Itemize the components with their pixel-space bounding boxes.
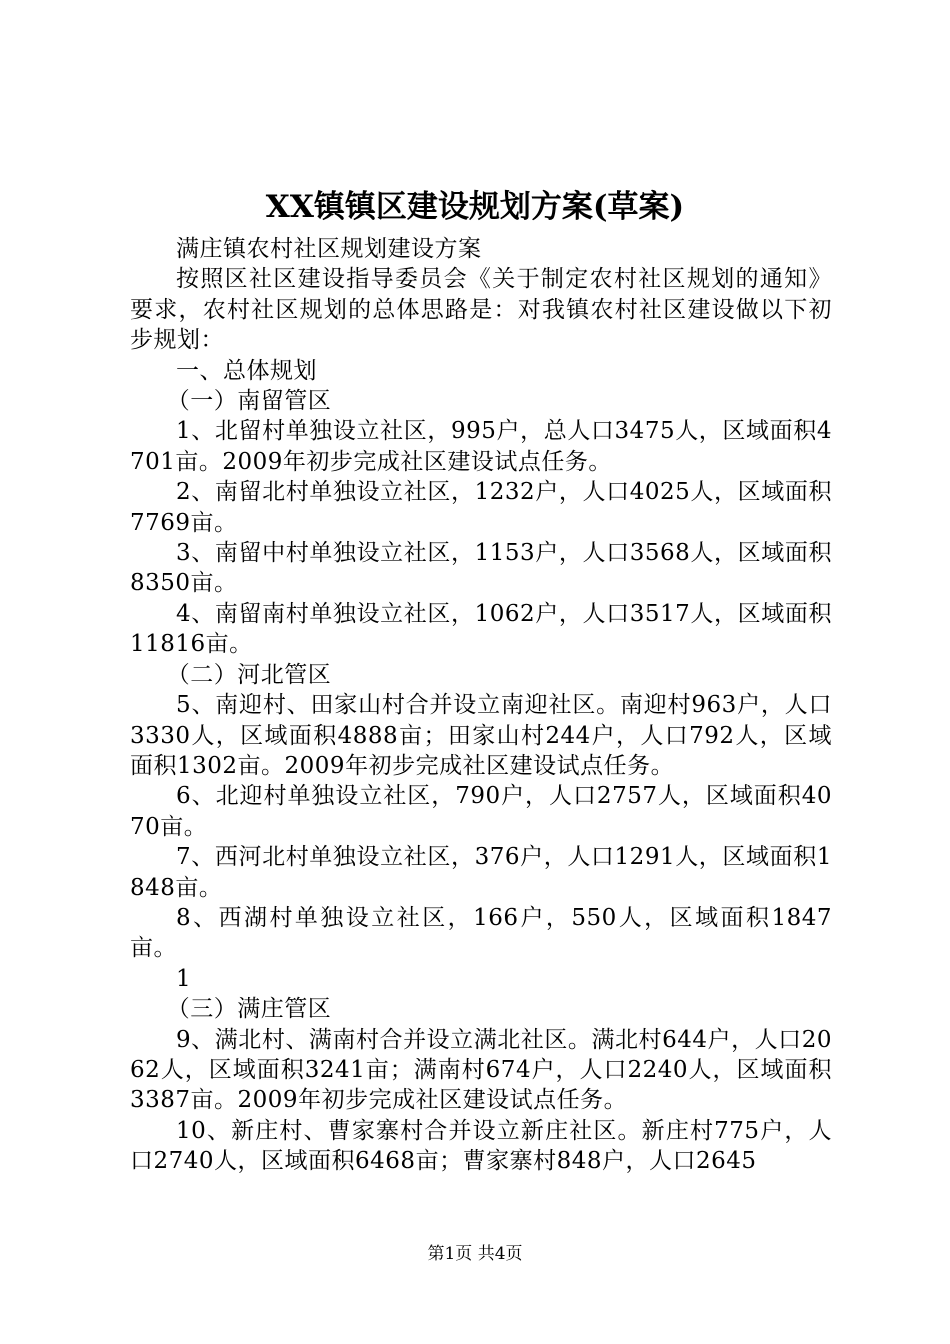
paragraph: 3、南留中村单独设立社区，1153户，人口3568人，区域面积8350亩。: [130, 540, 832, 597]
page-footer: 第1页 共4页: [427, 1244, 523, 1264]
paragraph: 7、西河北村单独设立社区，376户，人口1291人，区域面积1848亩。: [130, 844, 832, 901]
paragraph: 6、北迎村单独设立社区，790户，人口2757人，区域面积4070亩。: [130, 783, 832, 840]
paragraph: 9、满北村、满南村合并设立满北社区。满北村644户，人口2062人，区域面积3241亩；满南村674户，人口2240人，区域面积3387亩。2009年初步完成社区建设试点任务。: [130, 1026, 832, 1114]
document-body: [130, 234, 832, 1177]
paragraph: 8、西湖村单独设立社区，166户，550人，区域面积1847亩。: [130, 904, 832, 962]
paragraph: 5、南迎村、田家山村合并设立南迎社区。南迎村963户，人口3330人，区域面积4888亩；田家山村244户，人口792人，区域面积1302亩。2009年初步完成社区建设试点任务。: [130, 692, 832, 779]
paragraph: 1、北留村单独设立社区，995户，总人口3475人，区域面积4701亩。2009年初步完成社区建设试点任务。: [130, 418, 832, 475]
subsection-heading: （三）满庄管区: [166, 996, 332, 1023]
inline-page-number: 1: [176, 965, 192, 992]
section-heading: 一、总体规划: [176, 357, 317, 384]
paragraph: 4、南留南村单独设立社区，1062户，人口3517人，区域面积11816亩。: [130, 600, 832, 658]
paragraph: 10、新庄村、曹家寨村合并设立新庄社区。新庄村775户，人口2740人，区域面积6468亩；曹家寨村848户，人口2645: [130, 1117, 832, 1175]
subsection-heading: （二）河北管区: [166, 661, 332, 688]
document-title: XX镇镇区建设规划方案(草案): [265, 189, 685, 225]
paragraph: 满庄镇农村社区规划建设方案: [176, 236, 482, 262]
paragraph: 按照区社区建设指导委员会《关于制定农村社区规划的通知》要求，农村社区规划的总体思路是：对我镇农村社区建设做以下初步规划：: [130, 266, 832, 354]
paragraph: 2、南留北村单独设立社区，1232户，人口4025人，区域面积7769亩。: [130, 479, 832, 536]
subsection-heading: （一）南留管区: [166, 388, 332, 415]
